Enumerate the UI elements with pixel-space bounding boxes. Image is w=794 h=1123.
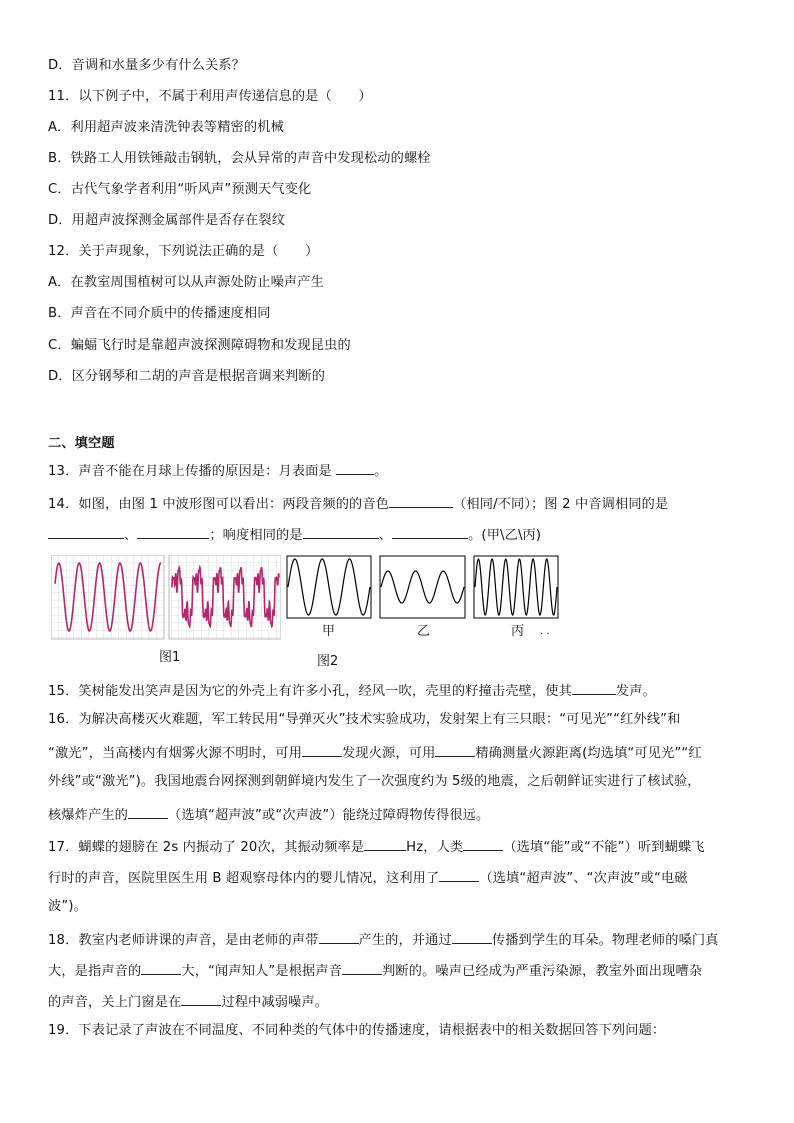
figure-1-caption: 图1 [159, 650, 181, 665]
answer-blank[interactable] [392, 524, 468, 539]
question-11: 11．以下例子中，不属于利用声传递信息的是（ ） [48, 89, 372, 104]
answer-blank[interactable] [303, 524, 379, 539]
answer-blank[interactable] [364, 836, 406, 851]
answer-blank[interactable] [463, 836, 503, 851]
label-jia: 甲 [322, 624, 336, 639]
question-17-line3: 波”)。 [48, 899, 87, 914]
figure-1-waveforms [51, 555, 281, 641]
answer-blank[interactable] [137, 524, 209, 539]
question-19: 19．下表记录了声波在不同温度、不同种类的气体中的传播速度，请根据表中的相关数据回答下列问题： [48, 1023, 666, 1038]
answer-blank[interactable] [342, 960, 382, 975]
q18-text: 产生的，并通过 [358, 933, 452, 948]
answer-blank[interactable] [302, 742, 342, 757]
q17-text: 行时的声音，医院里医生用 B 超观察母体内的婴儿情况，这利用了 [48, 871, 440, 886]
q15-text: 发声。 [615, 684, 656, 699]
question-16-line3: 外线”或“激光”)。我国地震台网探测到朝鲜境内发生了一次强度约为 5级的地震，之后朝鲜证实进行了核试验， [48, 774, 701, 789]
question-14-line2 [48, 524, 541, 545]
question-17-line2 [48, 867, 688, 888]
answer-blank[interactable] [439, 867, 479, 882]
answer-blank[interactable] [319, 929, 359, 944]
q14-text: 、 [378, 528, 393, 543]
question-17-line1 [48, 836, 705, 857]
label-yi: 乙 [417, 624, 431, 639]
question-16-line4 [48, 804, 489, 825]
q15-text: 15．笑树能发出笑声是因为它的外壳上有许多小孔，经风一吹，壳里的籽撞击壳壁，使其 [48, 684, 572, 699]
q14-text: 、 [124, 528, 138, 543]
option-11b: B．铁路工人用铁锤敲击钢轨，会从异常的声音中发现松动的螺栓 [48, 151, 431, 166]
q18-text: 判断的。噪声已经成为严重污染源，教室外面出现嘈杂 [382, 964, 703, 979]
question-14-line1 [48, 493, 668, 514]
q17-text: Hz，人类 [406, 840, 464, 855]
q14-text: ；响度相同的是 [209, 528, 303, 543]
answer-blank[interactable] [435, 742, 475, 757]
question-12: 12．关于声现象，下列说法正确的是（ ） [48, 244, 319, 259]
answer-blank[interactable] [452, 929, 492, 944]
q17-text: （选填“超声波”、“次声波”或“电磁 [479, 871, 688, 886]
q16-text: “激光”，当高楼内有烟雾火源不明时，可用 [48, 746, 303, 761]
q18-text: 的声音，关上门窗是在 [48, 995, 182, 1010]
option-12d: D．区分钢琴和二胡的声音是根据音调来判断的 [48, 369, 326, 384]
answer-blank[interactable] [336, 460, 374, 475]
question-16-line1: 16．为解决高楼灭火难题，军工转民用“导弹灭火”技术实验成功，发射架上有三只眼：“可见光”“红外线”和 [48, 712, 681, 727]
answer-blank[interactable] [181, 991, 221, 1006]
mark-dots: . . [540, 626, 550, 637]
question-16-line2 [48, 742, 702, 763]
option-11c: C．古代气象学者利用“听风声”预测天气变化 [48, 182, 312, 197]
q14-text: 。(甲\乙\丙) [468, 528, 542, 543]
figure-2-caption: 图2 [317, 654, 339, 669]
q18-text: 大，是指声音的 [48, 964, 142, 979]
q18-text: 传播到学生的耳朵。物理老师的嗓门真 [491, 933, 719, 948]
q18-text: 大，“闻声知人”是根据声音 [181, 964, 343, 979]
question-13 [48, 460, 388, 481]
figure-2-waveforms [286, 555, 561, 621]
q18-text: 过程中减弱噪声。 [221, 995, 329, 1010]
option-11d: D．用超声波探测金属部件是否存在裂纹 [48, 213, 286, 228]
section-title: 二、填空题 [48, 436, 115, 451]
question-15 [48, 680, 656, 701]
answer-blank[interactable] [389, 493, 453, 508]
option-12b: B．声音在不同介质中的传播速度相同 [48, 306, 271, 321]
answer-blank[interactable] [141, 960, 181, 975]
answer-blank[interactable] [48, 524, 124, 539]
q17-text: （选填“能”或“不能”）听到蝴蝶飞 [503, 840, 705, 855]
q16-text: 精确测量火源距离(均选填“可见光”“红 [475, 746, 702, 761]
option-11a: A．利用超声波来清洗钟表等精密的机械 [48, 120, 284, 135]
answer-blank[interactable] [128, 804, 168, 819]
option-12c: C．蝙蝠飞行时是靠超声波探测障碍物和发现昆虫的 [48, 338, 351, 353]
option-10d: D．音调和水量多少有什么关系？ [48, 58, 246, 73]
q16-text: 核爆炸产生的 [48, 808, 129, 823]
q17-text: 17．蝴蝶的翅膀在 2s 内振动了 20次，其振动频率是 [48, 840, 365, 855]
question-18-line2 [48, 960, 702, 981]
label-bing: 丙 [511, 624, 525, 639]
q13-end: 。 [374, 464, 388, 479]
question-18-line3 [48, 991, 328, 1012]
q18-text: 18．教室内老师讲课的声音，是由老师的声带 [48, 933, 319, 948]
q14-text: 14．如图，由图 1 中波形图可以看出：两段音频的的音色 [48, 497, 390, 512]
q16-text: 发现火源，可用 [342, 746, 436, 761]
q13-text: 13．声音不能在月球上传播的原因是：月表面是 [48, 464, 337, 479]
answer-blank[interactable] [572, 680, 616, 695]
q16-text: （选填“超声波”或“次声波”）能绕过障碍物传得很远。 [168, 808, 490, 823]
option-12a: A．在教室周围植树可以从声源处防止噪声产生 [48, 275, 324, 290]
question-18-line1 [48, 929, 719, 950]
q14-text: （相同/不同）；图 2 中音调相同的是 [453, 497, 669, 512]
